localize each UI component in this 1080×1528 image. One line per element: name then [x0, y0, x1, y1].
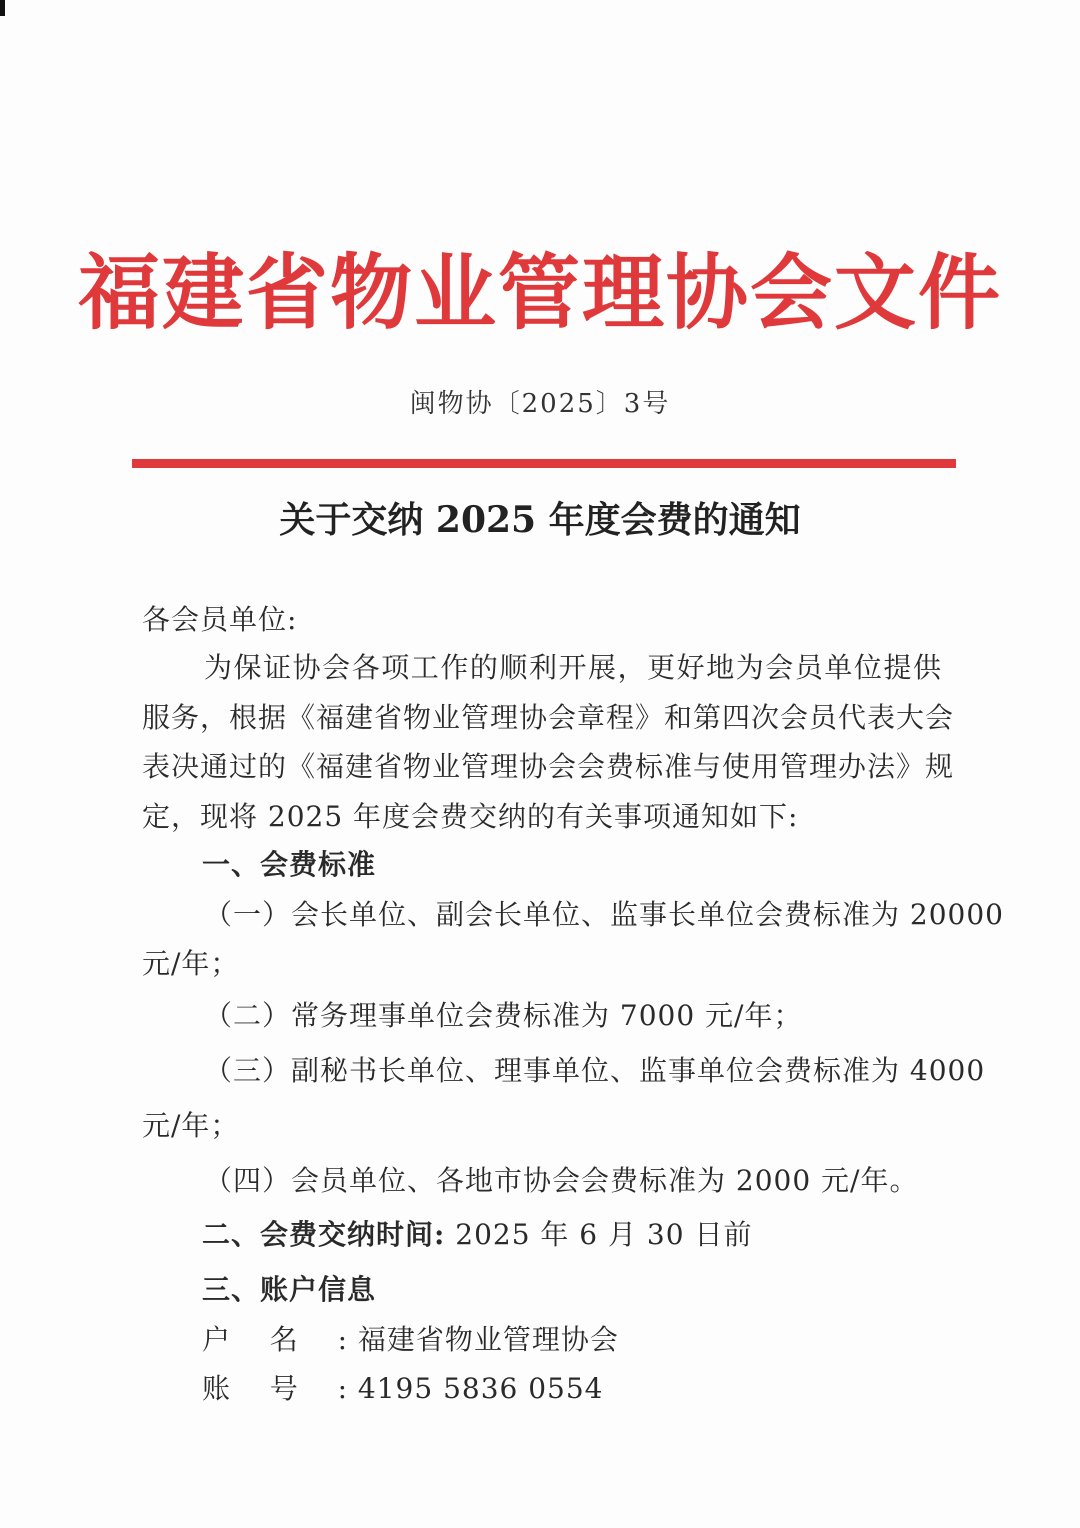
- fee-item-3-line-2: 元/年；: [142, 1109, 240, 1142]
- intro-line-2: 服务，根据《福建省物业管理协会章程》和第四次会员代表大会: [142, 701, 955, 734]
- payment-deadline: 2025 年 6 月 30 日前: [455, 1218, 753, 1251]
- section2: [202, 1215, 752, 1255]
- salutation: 各会员单位:: [142, 603, 298, 636]
- intro-line-4: 定，现将 2025 年度会费交纳的有关事项通知如下:: [142, 800, 799, 833]
- account-number-label: 账号:: [202, 1372, 348, 1405]
- account-name-row: [202, 1320, 619, 1360]
- section1-heading: 一、会费标准: [202, 848, 377, 881]
- account-name-label: 户名:: [202, 1323, 348, 1356]
- section3-heading: 三、账户信息: [202, 1273, 377, 1306]
- fee-item-3-line-1: （三）副秘书长单位、理事单位、监事单位会费标准为 4000: [204, 1054, 986, 1087]
- fee-item-1-line-1: （一）会长单位、副会长单位、监事长单位会费标准为 20000: [204, 898, 1004, 931]
- account-number-value: 4195 5836 0554: [357, 1372, 604, 1405]
- section2-heading: 二、会费交纳时间:: [202, 1218, 446, 1251]
- org-title: 福建省物业管理协会文件: [77, 245, 1002, 341]
- fee-item-4: （四）会员单位、各地市协会会费标准为 2000 元/年。: [204, 1164, 919, 1197]
- doc-number: 闽物协〔2025〕3号: [409, 389, 671, 419]
- account-name-value: 福建省物业管理协会: [357, 1323, 619, 1356]
- fee-item-1-line-2: 元/年；: [142, 947, 240, 980]
- scan-mark: [0, 0, 5, 16]
- intro-line-1: 为保证协会各项工作的顺利开展，更好地为会员单位提供: [204, 651, 942, 684]
- red-divider: [132, 459, 956, 468]
- fee-item-2: （二）常务理事单位会费标准为 7000 元/年；: [204, 999, 803, 1032]
- account-number-row: [202, 1369, 603, 1409]
- notice-title: 关于交纳 2025 年度会费的通知: [279, 499, 801, 541]
- intro-line-3: 表决通过的《福建省物业管理协会会费标准与使用管理办法》规: [142, 750, 955, 783]
